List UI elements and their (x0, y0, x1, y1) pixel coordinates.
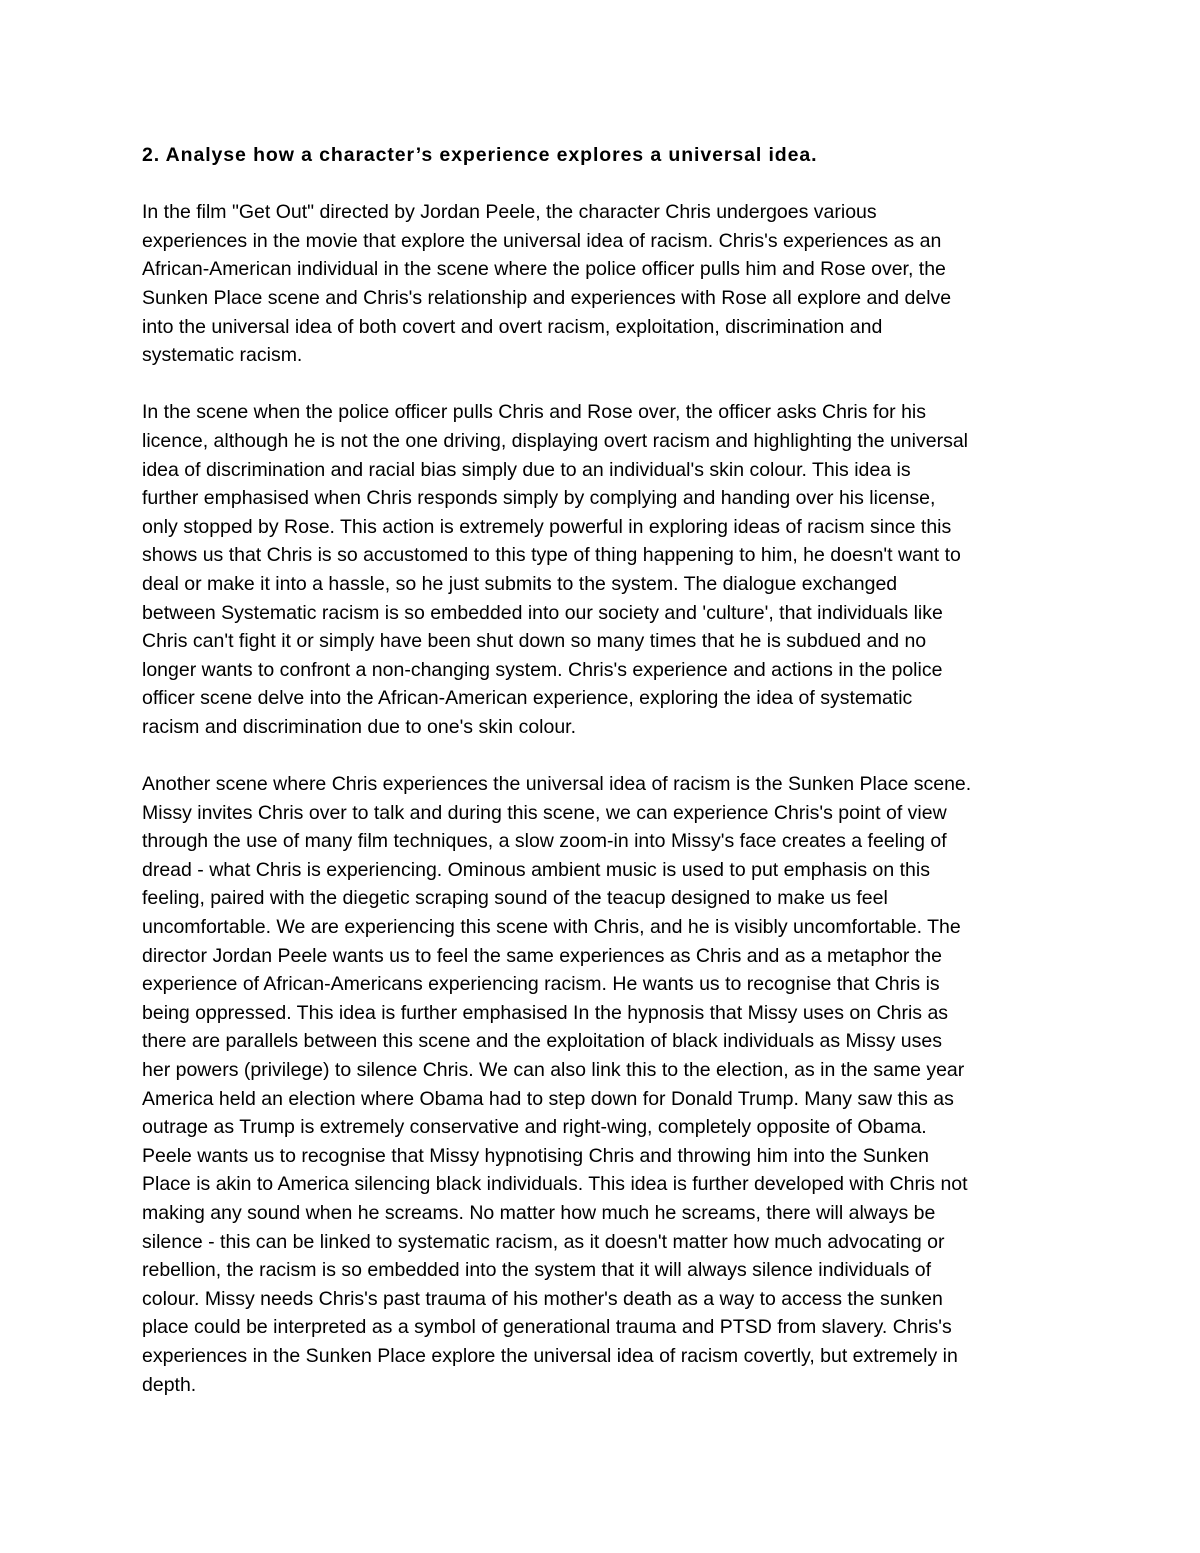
text-line: depth. (142, 1373, 197, 1396)
paragraph-police-scene (142, 398, 1067, 741)
text-line: African-American individual in the scene where the police officer pulls him and Rose over, the (142, 258, 946, 281)
text-line: In the film "Get Out" directed by Jordan Peele, the character Chris undergoes various (142, 201, 877, 224)
text-line: Sunken Place scene and Chris's relationship and experiences with Rose all explore and delve (142, 286, 952, 309)
text-line: rebellion, the racism is so embedded into the system that it will always silence individuals of (142, 1259, 932, 1282)
paragraph-intro (142, 198, 1067, 370)
text-line: In the scene when the police officer pulls Chris and Rose over, the officer asks Chris for his (142, 401, 927, 424)
text-line: colour. Missy needs Chris's past trauma of his mother's death as a way to access the sunken (142, 1287, 943, 1310)
paragraph-sunken-place (142, 770, 1067, 1399)
text-line: being oppressed. This idea is further emphasised In the hypnosis that Missy uses on Chris as (142, 1001, 949, 1024)
text-line: racism and discrimination due to one's skin colour. (142, 715, 577, 738)
text-line: silence - this can be linked to systematic racism, as it doesn't matter how much advocating or (142, 1230, 945, 1253)
text-line: deal or make it into a hassle, so he just submits to the system. The dialogue exchanged (142, 572, 898, 595)
text-line: feeling, paired with the diegetic scraping sound of the teacup designed to make us feel (142, 887, 888, 910)
text-line: uncomfortable. We are experiencing this scene with Chris, and he is visibly uncomfortable. The (142, 916, 961, 939)
text-line: shows us that Chris is so accustomed to this type of thing happening to him, he doesn't want to (142, 544, 961, 567)
text-line: America held an election where Obama had to step down for Donald Trump. Many saw this as (142, 1087, 954, 1110)
text-line: dread - what Chris is experiencing. Ominous ambient music is used to put emphasis on this (142, 858, 930, 881)
text-line: officer scene delve into the African-American experience, exploring the idea of systematic (142, 687, 913, 710)
text-line: only stopped by Rose. This action is extremely powerful in exploring ideas of racism since this (142, 515, 952, 538)
text-line: Missy invites Chris over to talk and during this scene, we can experience Chris's point of view (142, 801, 947, 824)
text-line: experiences in the Sunken Place explore the universal idea of racism covertly, but extremely in (142, 1344, 958, 1367)
text-line: licence, although he is not the one driving, displaying overt racism and highlighting the universal (142, 429, 968, 452)
text-line: director Jordan Peele wants us to feel the same experiences as Chris and as a metaphor the (142, 944, 942, 967)
text-line: experiences in the movie that explore the universal idea of racism. Chris's experiences as an (142, 229, 942, 252)
text-line: outrage as Trump is extremely conservative and right-wing, completely opposite of Obama. (142, 1116, 927, 1139)
text-line: longer wants to confront a non-changing system. Chris's experience and actions in the police (142, 658, 943, 681)
text-line: Place is akin to America silencing black individuals. This idea is further developed with Chris not (142, 1173, 968, 1196)
text-line: into the universal idea of both covert and overt racism, exploitation, discrimination and (142, 315, 883, 338)
text-line: place could be interpreted as a symbol of generational trauma and PTSD from slavery. Chris's (142, 1316, 952, 1339)
text-line: further emphasised when Chris responds simply by complying and handing over his license, (142, 487, 936, 510)
text-line: Another scene where Chris experiences the universal idea of racism is the Sunken Place scene. (142, 773, 972, 796)
text-line: making any sound when he screams. No matter how much he screams, there will always be (142, 1201, 936, 1224)
text-line: her powers (privilege) to silence Chris. We can also link this to the election, as in the same year (142, 1059, 965, 1081)
text-line: Chris can't fight it or simply have been shut down so many times that he is subdued and no (142, 630, 927, 653)
text-line: systematic racism. (142, 344, 303, 367)
text-line: Peele wants us to recognise that Missy hypnotising Chris and throwing him into the Sunken (142, 1144, 929, 1167)
text-line: experience of African-Americans experiencing racism. He wants us to recognise that Chris is (142, 973, 940, 996)
text-line: through the use of many film techniques, a slow zoom-in into Missy's face creates a feeling of (142, 830, 947, 853)
text-line: between Systematic racism is so embedded into our society and 'culture', that individuals like (142, 601, 943, 624)
text-line: there are parallels between this scene and the exploitation of black individuals as Missy uses (142, 1030, 942, 1053)
question-heading: 2. Analyse how a character’s experience explores a universal idea. (142, 144, 818, 166)
document-body (142, 141, 1067, 1428)
text-line: idea of discrimination and racial bias simply due to an individual's skin colour. This idea is (142, 458, 911, 481)
